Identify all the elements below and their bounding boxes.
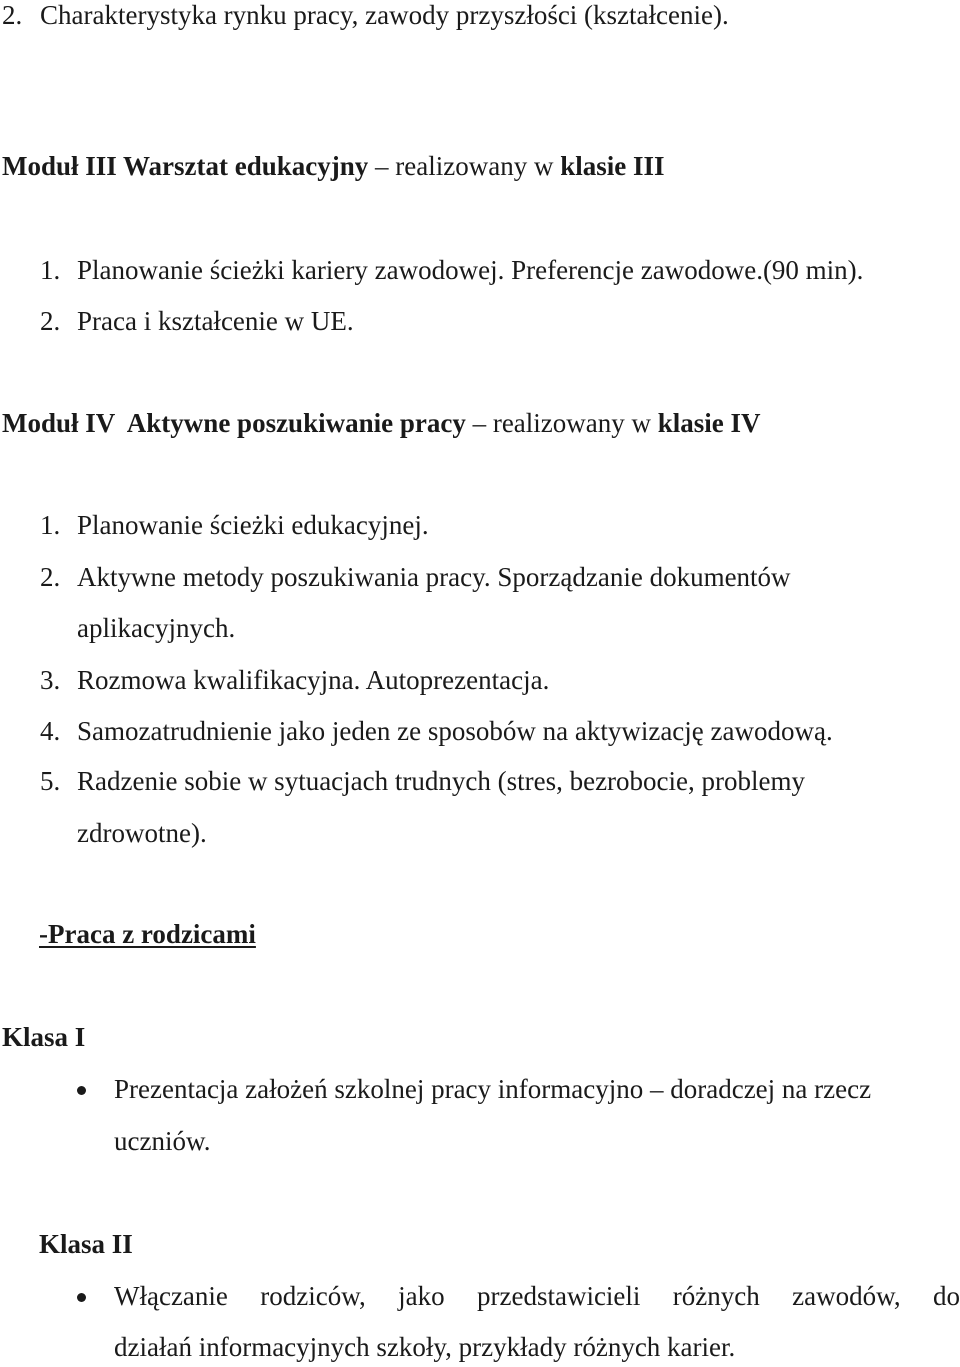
bullet-icon [77, 1293, 86, 1302]
module-heading [2, 410, 761, 437]
item-number: 1. [40, 510, 61, 540]
item-number: 2. [40, 306, 61, 336]
item-text: Planowanie ścieżki kariery zawodowej. Preferencje zawodowe.(90 min). [77, 255, 864, 285]
heading-dash: – [368, 151, 396, 181]
module-heading [2, 153, 665, 180]
bullet-icon [77, 1086, 86, 1095]
item-number: 1. [40, 255, 61, 285]
item-text: Praca i kształcenie w UE. [77, 306, 354, 336]
heading-dash: – [465, 408, 493, 438]
bullet-text: Włączanie rodziców, jako przedstawicieli różnych zawodów, do [114, 1281, 960, 1311]
item-number: 2. [40, 562, 61, 592]
item-text: Planowanie ścieżki edukacyjnej. [77, 510, 429, 540]
bullet-text-continuation: uczniów. [114, 1126, 211, 1156]
item-text: Rozmowa kwalifikacyjna. Autoprezentacja. [77, 665, 550, 695]
item-text: Charakterystyka rynku pracy, zawody przyszłości (kształcenie). [40, 0, 729, 30]
bullet-text-continuation: działań informacyjnych szkoły, przykłady różnych karier. [114, 1332, 736, 1362]
bullet-text: Prezentacja założeń szkolnej pracy informacyjno – doradczej na rzecz [114, 1074, 872, 1104]
heading-class: klasie III [560, 151, 665, 181]
item-number: 3. [40, 665, 61, 695]
class-heading: Klasa II [39, 1229, 133, 1259]
heading-realized: realizowany w [492, 408, 658, 438]
item-number: 4. [40, 716, 61, 746]
item-text: Radzenie sobie w sytuacjach trudnych (stres, bezrobocie, problemy [77, 766, 805, 796]
section-heading: -Praca z rodzicami [39, 919, 256, 949]
item-text: Aktywne metody poszukiwania pracy. Sporządzanie dokumentów [77, 562, 791, 592]
item-text: Samozatrudnienie jako jeden ze sposobów na aktywizację zawodową. [77, 716, 833, 746]
item-number: 5. [40, 766, 61, 796]
heading-realized: realizowany w [395, 151, 561, 181]
item-text-continuation: aplikacyjnych. [77, 613, 236, 643]
module-title: Moduł III Warsztat edukacyjny [2, 151, 369, 181]
module-title: Moduł IV Aktywne poszukiwanie pracy [2, 408, 466, 438]
class-heading: Klasa I [2, 1022, 86, 1052]
item-number: 2. [2, 0, 23, 30]
item-text-continuation: zdrowotne). [77, 818, 207, 848]
heading-class: klasie IV [657, 408, 761, 438]
